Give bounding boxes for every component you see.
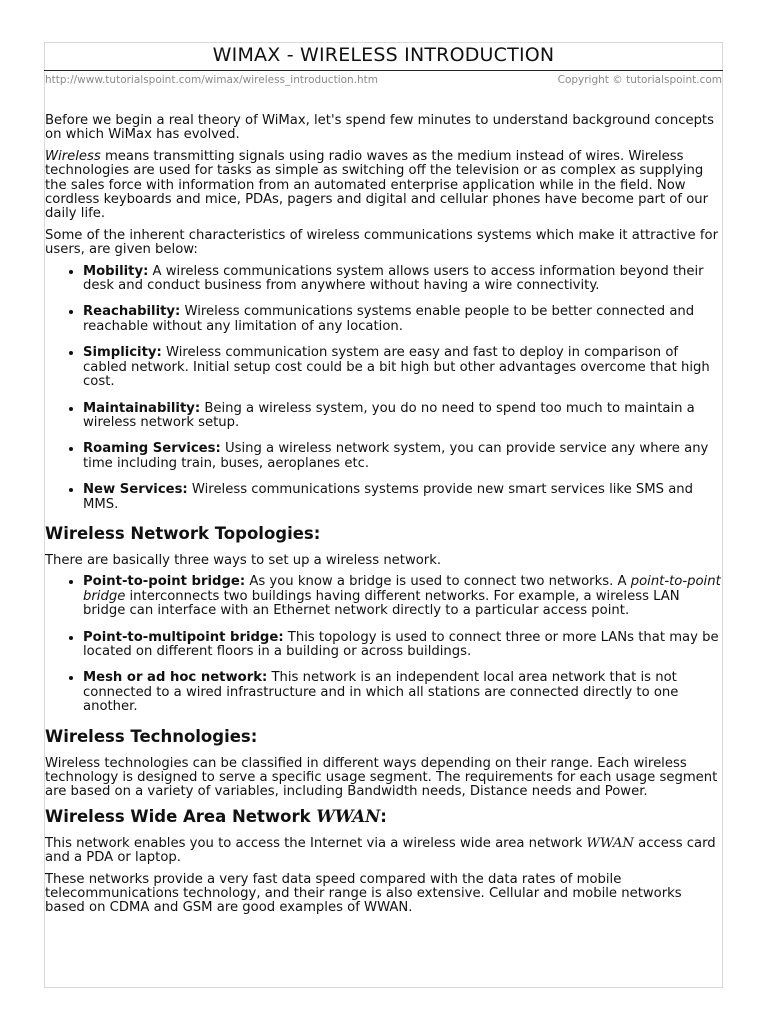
wwan-text: This network enables you to access the Internet via a wireless wide area network <box>45 835 587 851</box>
list-item <box>83 346 723 389</box>
wwan-heading <box>45 807 723 827</box>
list-item-term: New Services: <box>83 482 188 498</box>
wwan-paragraph-2: These networks provide a very fast data speed compared with the data rates of mobile telecommunications technology, and their range is also extensive. Cellular and mobile networks based on CDMA and GSM are good examples of WWAN. <box>45 871 682 916</box>
wwan-heading-abbr: WWAN <box>316 806 381 826</box>
list-item <box>83 402 723 431</box>
list-item <box>83 575 723 618</box>
copyright-notice: Copyright © tutorialspoint.com <box>557 74 722 86</box>
characteristics-list <box>45 265 723 512</box>
list-item-text: This network is an independent local area network that is not connected to a wired infrastructure and in which all stations are connected directly to one another. <box>83 670 679 715</box>
title-divider <box>44 70 723 71</box>
list-item <box>83 483 723 512</box>
page-title: WIMAX - WIRELESS INTRODUCTION <box>212 44 555 66</box>
wwan-paragraph-1 <box>45 837 723 866</box>
list-item-term: Reachability: <box>83 304 181 320</box>
list-item <box>83 671 723 714</box>
list-item-term: Mobility: <box>83 263 149 279</box>
list-item-emphasis: point-to-point bridge <box>83 574 721 604</box>
wireless-definition-text: means transmitting signals using radio waves as the medium instead of wires. Wireless technologies are used for tasks as simple as switching off the television or as complex as supplying the sales force with information from an automated enterprise application while in the field. Now cordless keyboards and mice, PDAs, pagers and digital and cellular phones have become part of our daily life. <box>45 148 709 222</box>
list-item-term: Point-to-point bridge: <box>83 574 246 590</box>
list-item-text: interconnects two buildings having different networks. For example, a wireless LAN bridge can interface with an Ethernet network directly to a particular access point. <box>83 588 680 619</box>
list-item-term: Maintainability: <box>83 400 201 416</box>
list-item-text: Wireless communications systems provide new smart services like SMS and MMS. <box>83 482 694 512</box>
intro-paragraph: Before we begin a real theory of WiMax, let's spend few minutes to understand background concepts on which WiMax has evolved. <box>45 113 714 143</box>
article-body <box>45 114 723 923</box>
wwan-heading-colon: : <box>380 806 387 826</box>
wwan-abbr: WWAN <box>586 835 634 851</box>
list-item-term: Simplicity: <box>83 345 162 361</box>
list-item <box>83 265 723 294</box>
list-item-term: Mesh or ad hoc network: <box>83 670 268 686</box>
wwan-heading-text: Wireless Wide Area Network <box>45 806 317 826</box>
wireless-term: Wireless <box>45 148 101 164</box>
list-item-term: Roaming Services: <box>83 441 221 457</box>
list-item-text: This topology is used to connect three or more LANs that may be located on different floors in a building or across buildings. <box>83 629 719 659</box>
list-item <box>83 631 723 660</box>
wireless-definition-paragraph <box>45 150 723 222</box>
list-item-text: A wireless communications system allows users to access information beyond their desk and conduct business from anywhere without having a wire connectivity. <box>83 263 704 294</box>
topologies-list <box>45 575 723 714</box>
characteristics-intro: Some of the inherent characteristics of wireless communications systems which make it attractive for users, are given below: <box>45 227 718 258</box>
list-item-text: As you know a bridge is used to connect two networks. A <box>245 574 631 590</box>
topologies-heading: Wireless Network Topologies: <box>45 523 321 543</box>
source-url[interactable]: http://www.tutorialspoint.com/wimax/wireless_introduction.htm <box>45 74 379 86</box>
wwan-text: access card and a PDA or laptop. <box>45 835 716 866</box>
list-item-term: Point-to-multipoint bridge: <box>83 629 284 645</box>
list-item <box>83 442 723 471</box>
topologies-intro: There are basically three ways to set up a wireless network. <box>45 552 442 568</box>
list-item-text: Wireless communication system are easy and fast to deploy in comparison of cabled network. Initial setup cost could be a bit high but other advantages overcome that high cost. <box>83 345 710 390</box>
technologies-heading: Wireless Technologies: <box>45 726 258 746</box>
list-item <box>83 305 723 334</box>
list-item-text: Being a wireless system, you do no need to spend too much to maintain a wireless network setup. <box>83 400 695 430</box>
technologies-paragraph: Wireless technologies can be classified in different ways depending on their range. Each wireless technology is designed to serve a specific usage segment. The requirements for each usage segment are based on a variety of variables, including Bandwidth needs, Distance needs and Power. <box>45 755 718 800</box>
list-item-text: Using a wireless network system, you can provide service any where any time including train, buses, aeroplanes etc. <box>83 441 709 471</box>
list-item-text: Wireless communications systems enable people to be better connected and reachable without any limitation of any location. <box>83 304 695 334</box>
